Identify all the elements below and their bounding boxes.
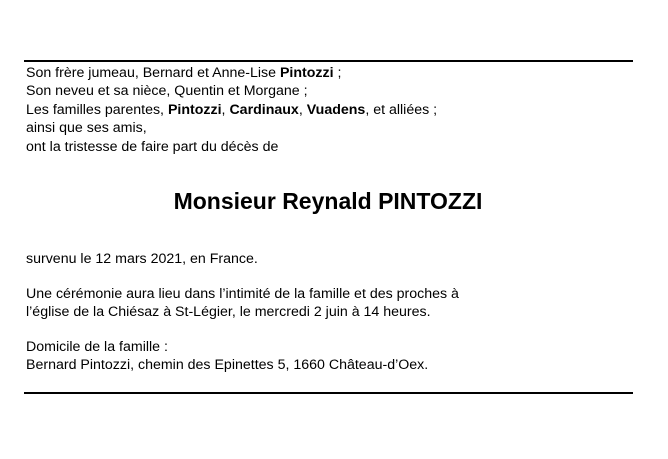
death-notice-line: survenu le 12 mars 2021, en France. (26, 251, 258, 267)
intro-text: Les familles parentes, (26, 101, 168, 118)
family-name-bold: Vuadens (306, 101, 366, 118)
ceremony-line-2: l’église de la Chiésaz à St-Légier, le mercredi 2 juin à 14 heures. (26, 304, 431, 321)
intro-text: Son frère jumeau, Bernard et Anne-Lise (26, 65, 280, 81)
family-name-bold: Pintozzi (167, 101, 222, 118)
family-announcement (26, 64, 437, 156)
family-name-bold: Pintozzi (279, 65, 334, 81)
bottom-divider (24, 392, 633, 394)
top-divider (24, 60, 633, 62)
intro-line-nephew: Son neveu et sa nièce, Quentin et Morgane ; (26, 83, 308, 100)
ceremony-info (26, 285, 459, 322)
intro-line-families (26, 101, 437, 119)
intro-line-brother (26, 64, 437, 82)
family-domicile (26, 338, 428, 375)
intro-line-friends: ainsi que ses amis, (26, 120, 147, 137)
death-notice (26, 250, 258, 268)
intro-text: , (221, 101, 230, 118)
intro-text: , (298, 101, 307, 118)
family-name-bold: Cardinaux (229, 101, 299, 118)
intro-text: , et alliées ; (365, 101, 438, 118)
deceased-name: Monsieur Reynald PINTOZZI (173, 188, 483, 214)
domicile-address: Bernard Pintozzi, chemin des Epinettes 5, 1660 Château-d’Oex. (26, 357, 429, 374)
domicile-label: Domicile de la famille : (26, 339, 168, 355)
ceremony-line-1: Une cérémonie aura lieu dans l’intimité de la famille et des proches à (26, 286, 459, 302)
intro-text: ; (333, 65, 342, 81)
intro-line-sorrow: ont la tristesse de faire part du décès de (26, 138, 279, 155)
